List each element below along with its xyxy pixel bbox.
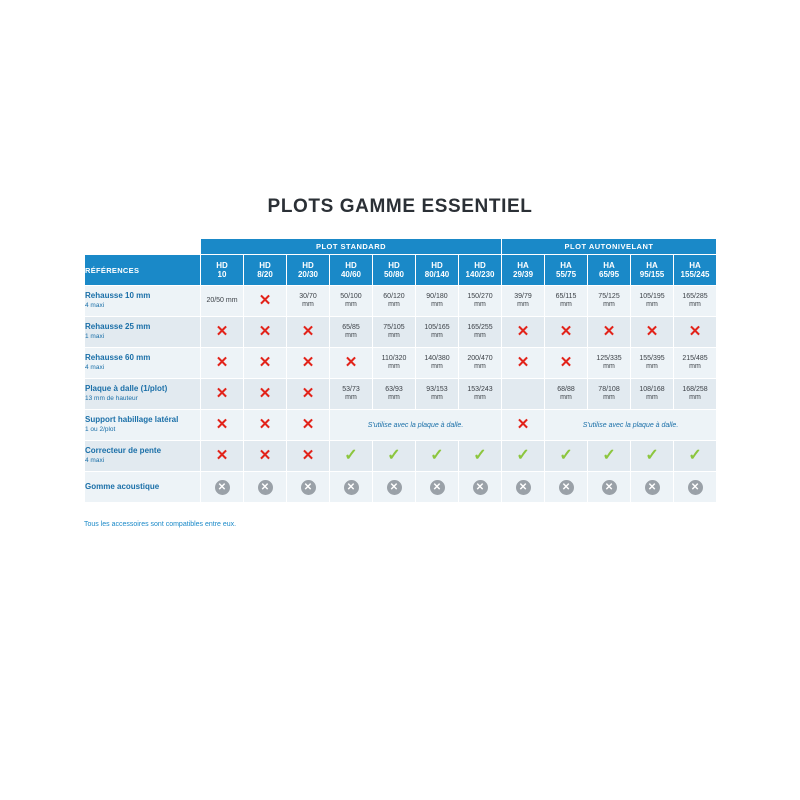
cell-not-compatible <box>287 379 330 410</box>
cell-value <box>502 286 545 317</box>
cell-not-compatible <box>588 317 631 348</box>
page-title: PLOTS GAMME ESSENTIEL <box>267 196 533 217</box>
cell-value-text: 93/153 <box>426 385 448 393</box>
table-row <box>85 317 717 348</box>
column-header-hd-80-140 <box>416 255 459 286</box>
cell-value-text: 108/168 <box>639 385 665 393</box>
cell-not-compatible <box>502 348 545 379</box>
cell-value <box>631 348 674 379</box>
column-header-family: HA <box>646 260 658 270</box>
cell-value-unit: mm <box>646 301 658 308</box>
table-row <box>85 472 717 503</box>
cell-not-compatible <box>201 348 244 379</box>
row-label <box>85 410 201 441</box>
cell-value-unit: mm <box>388 332 400 339</box>
column-header-size: 50/80 <box>383 270 405 279</box>
check-icon: ✓ <box>344 447 358 464</box>
cell-compatible <box>545 441 588 472</box>
cell-value <box>373 379 416 410</box>
cell-value <box>373 317 416 348</box>
row-label-title: Rehausse 60 mm <box>85 353 151 363</box>
group-header-plot-autonivelant: PLOT AUTONIVELANT <box>502 239 717 255</box>
check-icon: ✓ <box>516 447 530 464</box>
cell-value-unit: mm <box>689 363 701 370</box>
column-header-family: HD <box>345 260 357 270</box>
row-label <box>85 317 201 348</box>
cell-value-unit: mm <box>689 394 701 401</box>
cell-compatible <box>588 441 631 472</box>
check-icon: ✓ <box>430 447 444 464</box>
grey-cross-circle-icon: ✕ <box>301 480 316 495</box>
cell-grey-marker <box>674 472 717 503</box>
cross-icon: ✕ <box>301 354 315 372</box>
row-label-title: Rehausse 10 mm <box>85 291 151 301</box>
cell-grey-marker <box>588 472 631 503</box>
cell-value-unit: mm <box>345 332 357 339</box>
cell-grey-marker <box>416 472 459 503</box>
column-header-family: HD <box>474 260 486 270</box>
row-label <box>85 286 201 317</box>
cell-value <box>545 286 588 317</box>
column-header-family: HD <box>388 260 400 270</box>
cross-icon: ✕ <box>602 323 616 341</box>
cell-value-unit: mm <box>689 301 701 308</box>
column-header-size: 8/20 <box>257 270 273 279</box>
cell-value-text: 110/320 <box>381 354 407 362</box>
cell-value <box>330 286 373 317</box>
column-header-size: 40/60 <box>340 270 362 279</box>
cell-grey-marker <box>631 472 674 503</box>
table-row <box>85 286 717 317</box>
cell-compatible <box>373 441 416 472</box>
cell-not-compatible <box>545 317 588 348</box>
cell-value-text: 50/100 <box>340 292 362 300</box>
grey-cross-circle-icon: ✕ <box>473 480 488 495</box>
cell-not-compatible <box>201 410 244 441</box>
column-header-family: HA <box>517 260 529 270</box>
cell-compatible <box>631 441 674 472</box>
check-icon: ✓ <box>559 447 573 464</box>
cell-grey-marker <box>244 472 287 503</box>
cross-icon: ✕ <box>301 416 315 434</box>
row-label-subtitle: 1 maxi <box>85 333 105 341</box>
cross-icon: ✕ <box>559 323 573 341</box>
grey-cross-circle-icon: ✕ <box>602 480 617 495</box>
cell-value-unit: mm <box>474 332 486 339</box>
cell-value <box>545 379 588 410</box>
grey-cross-circle-icon: ✕ <box>559 480 574 495</box>
cell-compatible <box>330 441 373 472</box>
cell-not-compatible <box>674 317 717 348</box>
cell-not-compatible <box>330 348 373 379</box>
cell-value <box>588 379 631 410</box>
cell-value-unit: mm <box>431 332 443 339</box>
cell-not-compatible <box>244 410 287 441</box>
cell-value <box>459 317 502 348</box>
cell-not-compatible <box>287 317 330 348</box>
grey-cross-circle-icon: ✕ <box>688 480 703 495</box>
footnote: Tous les accessoires sont compatibles entre eux. <box>84 521 237 528</box>
grey-cross-circle-icon: ✕ <box>516 480 531 495</box>
cell-value-unit: mm <box>302 301 314 308</box>
cell-value <box>631 286 674 317</box>
cell-not-compatible <box>287 348 330 379</box>
cross-icon: ✕ <box>344 354 358 372</box>
column-header-ha-65-95 <box>588 255 631 286</box>
row-label-subtitle: 4 maxi <box>85 302 105 310</box>
column-header-size: 65/95 <box>599 270 620 279</box>
cell-value-text: 65/115 <box>555 292 577 300</box>
cell-value-text: 200/470 <box>467 354 493 362</box>
group-header-spacer <box>85 239 201 255</box>
cross-icon: ✕ <box>516 416 530 434</box>
cell-value-text: 30/70 <box>299 292 317 300</box>
cell-not-compatible <box>244 379 287 410</box>
cell-note-autonivelant: S'utilise avec la plaque à dalle. <box>545 410 717 441</box>
cell-value-unit: mm <box>388 394 400 401</box>
column-header-hd-50-80 <box>373 255 416 286</box>
cell-compatible <box>459 441 502 472</box>
column-header-size: 29/39 <box>513 270 534 279</box>
cell-value-text: 155/395 <box>639 354 665 362</box>
cell-value <box>330 379 373 410</box>
check-icon: ✓ <box>602 447 616 464</box>
cell-value-unit: mm <box>345 301 357 308</box>
cell-value-unit: mm <box>560 301 572 308</box>
cross-icon: ✕ <box>301 323 315 341</box>
table-body <box>85 239 717 503</box>
cross-icon: ✕ <box>559 354 573 372</box>
column-header-size: 95/155 <box>639 270 665 279</box>
cell-value <box>373 286 416 317</box>
cell-value-unit: mm <box>474 363 486 370</box>
cell-not-compatible <box>201 317 244 348</box>
cell-not-compatible <box>244 441 287 472</box>
column-header-hd-8-20 <box>244 255 287 286</box>
cell-value-unit: mm <box>431 394 443 401</box>
cross-icon: ✕ <box>258 292 272 310</box>
cross-icon: ✕ <box>215 323 229 341</box>
cell-value-text: 105/195 <box>639 292 665 300</box>
cross-icon: ✕ <box>258 416 272 434</box>
check-icon: ✓ <box>387 447 401 464</box>
cell-value-text: 153/243 <box>467 385 493 393</box>
table-row <box>85 441 717 472</box>
check-icon: ✓ <box>645 447 659 464</box>
cross-icon: ✕ <box>258 385 272 403</box>
cell-value-text: 165/255 <box>467 323 493 331</box>
cell-value-text: 90/180 <box>426 292 448 300</box>
cell-value-unit: mm <box>474 394 486 401</box>
cell-value-unit: mm <box>603 363 615 370</box>
column-header-size: 55/75 <box>556 270 577 279</box>
cell-value-text: 168/258 <box>682 385 708 393</box>
cross-icon: ✕ <box>215 354 229 372</box>
cell-not-compatible <box>201 379 244 410</box>
cell-value-unit: mm <box>431 301 443 308</box>
check-icon: ✓ <box>688 447 702 464</box>
cell-value-unit: mm <box>646 363 658 370</box>
cell-value-text: 53/73 <box>342 385 360 393</box>
cell-not-compatible <box>244 286 287 317</box>
column-header-size: 140/230 <box>465 270 495 279</box>
grey-cross-circle-icon: ✕ <box>430 480 445 495</box>
cell-value-text: 215/485 <box>682 354 708 362</box>
table-row <box>85 348 717 379</box>
cell-value-unit: mm <box>474 301 486 308</box>
column-header-size: 80/140 <box>424 270 450 279</box>
cell-value <box>416 379 459 410</box>
cell-value <box>588 286 631 317</box>
column-header-size: 155/245 <box>680 270 710 279</box>
column-header-family: HD <box>431 260 443 270</box>
cell-value-unit: mm <box>388 363 400 370</box>
cell-not-compatible <box>287 441 330 472</box>
row-label-subtitle: 4 maxi <box>85 364 105 372</box>
row-label <box>85 348 201 379</box>
group-header-plot-standard: PLOT STANDARD <box>201 239 502 255</box>
cell-value <box>330 317 373 348</box>
cell-grey-marker <box>201 472 244 503</box>
grey-cross-circle-icon: ✕ <box>387 480 402 495</box>
column-header-ha-55-75 <box>545 255 588 286</box>
cell-value-text: 140/380 <box>424 354 450 362</box>
cell-not-compatible <box>287 410 330 441</box>
cell-not-compatible <box>201 441 244 472</box>
cell-compatible <box>502 441 545 472</box>
row-label <box>85 472 201 503</box>
column-header-hd-140-230 <box>459 255 502 286</box>
column-header-family: HD <box>259 260 271 270</box>
cell-value-text: 63/93 <box>385 385 403 393</box>
cell-value-text: 39/79 <box>514 292 532 300</box>
cell-compatible <box>416 441 459 472</box>
cross-icon: ✕ <box>516 354 530 372</box>
references-header: RÉFÉRENCES <box>85 255 201 286</box>
column-header-family: HD <box>302 260 314 270</box>
cell-value-text: 75/105 <box>383 323 405 331</box>
cell-grey-marker <box>459 472 502 503</box>
column-header-family: HA <box>560 260 572 270</box>
cell-value <box>459 286 502 317</box>
cell-value-unit: mm <box>646 394 658 401</box>
column-header-hd-10 <box>201 255 244 286</box>
cell-value <box>416 348 459 379</box>
cell-value <box>416 286 459 317</box>
cell-value-text: 75/125 <box>598 292 620 300</box>
cell-not-compatible <box>502 317 545 348</box>
cell-value <box>373 348 416 379</box>
cell-compatible <box>674 441 717 472</box>
grey-cross-circle-icon: ✕ <box>344 480 359 495</box>
table-row <box>85 379 717 410</box>
cell-value-unit: mm <box>603 394 615 401</box>
cell-not-compatible <box>244 317 287 348</box>
cell-grey-marker <box>330 472 373 503</box>
cross-icon: ✕ <box>688 323 702 341</box>
column-header-hd-40-60 <box>330 255 373 286</box>
cell-grey-marker <box>287 472 330 503</box>
cross-icon: ✕ <box>215 385 229 403</box>
column-header-row <box>85 255 717 286</box>
row-label <box>85 441 201 472</box>
row-label-title: Support habillage latéral <box>85 415 179 425</box>
column-header-ha-95-155 <box>631 255 674 286</box>
cell-value <box>287 286 330 317</box>
cell-value-unit: mm <box>603 301 615 308</box>
cell-value-unit: mm <box>517 301 529 308</box>
row-label-subtitle: 13 mm de hauteur <box>85 395 138 403</box>
cross-icon: ✕ <box>301 385 315 403</box>
cell-value-text: 78/108 <box>598 385 620 393</box>
compatibility-table <box>84 238 717 503</box>
cell-value-text: 150/270 <box>467 292 493 300</box>
column-header-family: HD <box>216 260 228 270</box>
cell-value-unit: mm <box>431 363 443 370</box>
column-header-family: HA <box>603 260 615 270</box>
grey-cross-circle-icon: ✕ <box>215 480 230 495</box>
column-header-ha-155-245 <box>674 255 717 286</box>
row-label <box>85 379 201 410</box>
check-icon: ✓ <box>473 447 487 464</box>
row-label-title: Gomme acoustique <box>85 481 160 491</box>
cell-value <box>674 379 717 410</box>
column-header-family: HA <box>689 260 701 270</box>
cell-value-text: 20/50 mm <box>206 296 238 304</box>
cross-icon: ✕ <box>258 323 272 341</box>
column-header-hd-20-30 <box>287 255 330 286</box>
cross-icon: ✕ <box>215 416 229 434</box>
cell-value-unit: mm <box>560 394 572 401</box>
grey-cross-circle-icon: ✕ <box>258 480 273 495</box>
cell-not-compatible <box>545 348 588 379</box>
cell-not-compatible <box>631 317 674 348</box>
cell-value-text: 105/165 <box>424 323 450 331</box>
cell-value-unit: mm <box>345 394 357 401</box>
cross-icon: ✕ <box>645 323 659 341</box>
cell-value <box>416 317 459 348</box>
row-label-title: Correcteur de pente <box>85 446 162 456</box>
cell-not-compatible <box>244 348 287 379</box>
cross-icon: ✕ <box>258 447 272 465</box>
cell-value-text: 125/335 <box>596 354 622 362</box>
cell-value-text: 60/120 <box>383 292 405 300</box>
cell-grey-marker <box>502 472 545 503</box>
cell-not-compatible <box>502 410 545 441</box>
cross-icon: ✕ <box>516 323 530 341</box>
cell-grey-marker <box>545 472 588 503</box>
row-label-subtitle: 4 maxi <box>85 457 105 465</box>
column-header-size: 10 <box>217 270 227 279</box>
row-label-title: Plaque à dalle (1/plot) <box>85 384 168 394</box>
cross-icon: ✕ <box>258 354 272 372</box>
cell-value <box>201 286 244 317</box>
row-label-subtitle: 1 ou 2/plot <box>85 426 116 434</box>
cell-value <box>674 286 717 317</box>
cell-value <box>459 348 502 379</box>
cell-value <box>588 348 631 379</box>
row-label-title: Rehausse 25 mm <box>85 322 151 332</box>
cell-value-unit: mm <box>388 301 400 308</box>
cell-value <box>631 379 674 410</box>
grey-cross-circle-icon: ✕ <box>645 480 660 495</box>
column-header-size: 20/30 <box>297 270 319 279</box>
column-header-ha-29-39 <box>502 255 545 286</box>
cell-note-standard: S'utilise avec la plaque à dalle. <box>330 410 502 441</box>
cell-value-text: 65/85 <box>342 323 360 331</box>
cell-grey-marker <box>373 472 416 503</box>
cell-value-text: 68/88 <box>557 385 575 393</box>
cell-value <box>674 348 717 379</box>
cell-value <box>459 379 502 410</box>
cell-empty <box>502 379 545 410</box>
table-row <box>85 410 717 441</box>
cross-icon: ✕ <box>301 447 315 465</box>
cross-icon: ✕ <box>215 447 229 465</box>
cell-value-text: 165/285 <box>682 292 708 300</box>
group-header-row <box>85 239 717 255</box>
